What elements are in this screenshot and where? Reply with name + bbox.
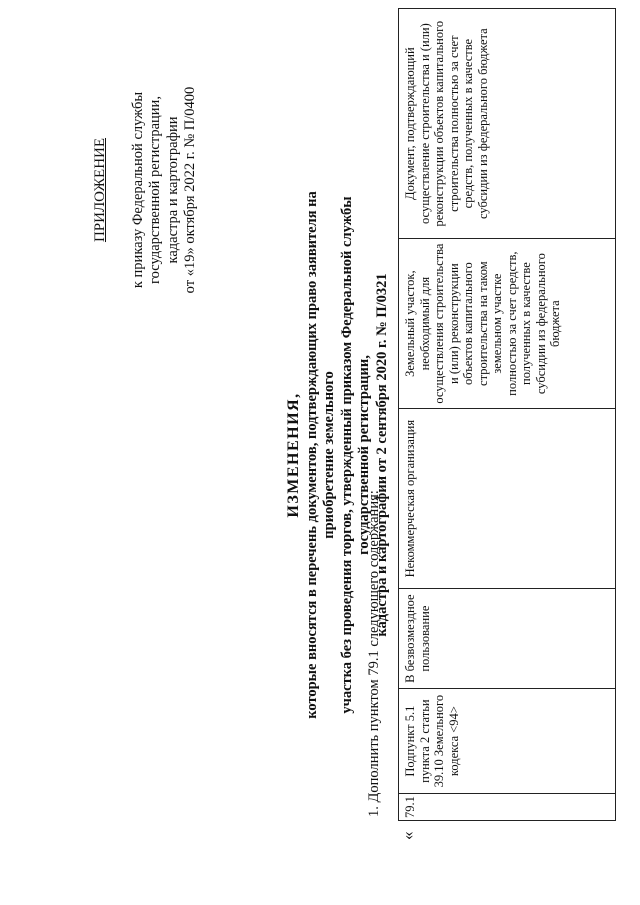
title-line: участка без проведения торгов, утвержденный приказом Федеральной службы государственной регистрации, xyxy=(338,196,372,714)
appendix-line: государственной регистрации, xyxy=(147,96,163,284)
title-heading: ИЗМЕНЕНИЯ, xyxy=(285,392,302,518)
open-quote: « xyxy=(398,831,417,840)
cell-applicant: Некоммерческая организация xyxy=(399,409,616,589)
cell-document: Документ, подтверждающий осуществление строительства и (или) реконструкции объектов капитального строительства полностью за счет средств, полученных в качестве субсидии из федерального бюджета xyxy=(399,9,616,239)
cell-land-plot: Земельный участок, необходимый для осуществления строительства и (или) реконструкции объектов капитального строительства на таком земельном участке полностью за счет средств, полученных в качестве субсидии из федерального бюджета xyxy=(399,239,616,409)
title-line: кадастра и картографии от 2 сентября 2020 г. № П/0321 xyxy=(373,273,390,637)
cell-right-type: В безвозмездное пользование xyxy=(399,589,616,689)
cell-number: 79.1 xyxy=(399,794,616,821)
item-text: 1. Дополнить пунктом 79.1 следующего содержания: xyxy=(366,490,382,817)
appendix-line: кадастра и картографии xyxy=(164,116,181,264)
appendix-block xyxy=(92,25,200,355)
appendix-line: от «19» октября 2022 г. № П/0400 xyxy=(182,86,198,294)
title-line: которые вносятся в перечень документов, подтверждающих право заявителя на приобретение земельного xyxy=(303,191,337,719)
amendment-table xyxy=(398,8,616,821)
appendix-heading: ПРИЛОЖЕНИЕ xyxy=(92,137,108,243)
appendix-line: к приказу Федеральной службы xyxy=(129,91,146,289)
table-row xyxy=(399,9,616,821)
cell-basis: Подпункт 5.1 пункта 2 статьи 39.10 Земельного кодекса <94> xyxy=(399,689,616,794)
